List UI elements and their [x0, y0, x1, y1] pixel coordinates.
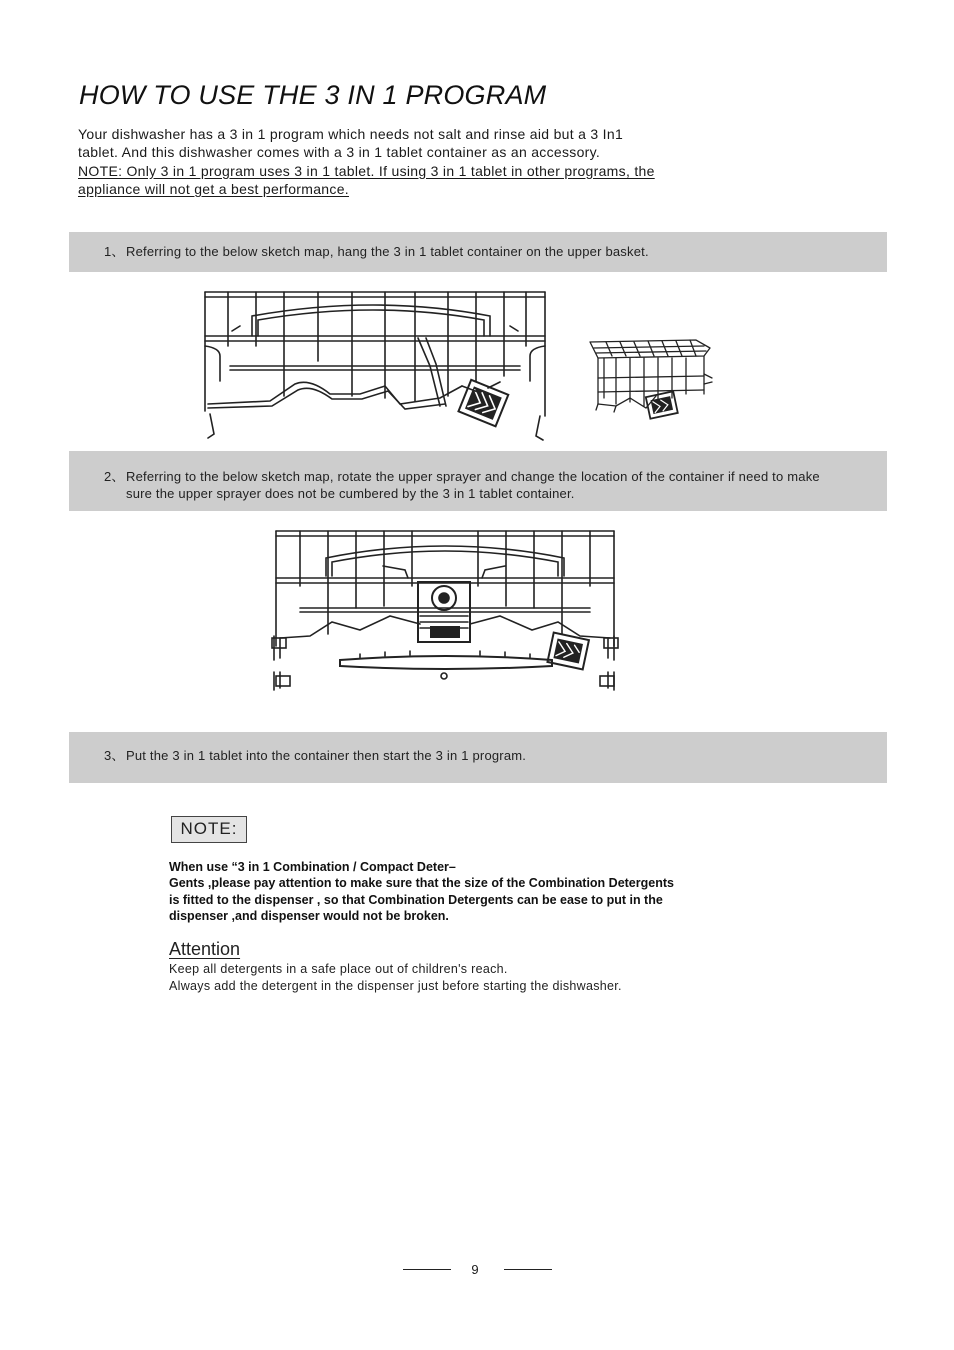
upper-basket-sketch-perspective	[586, 334, 716, 426]
intro-paragraph	[78, 125, 718, 198]
intro-line-1: Your dishwasher has a 3 in 1 program which needs not salt and rinse aid but a 3 In1	[78, 126, 624, 142]
attention-body	[169, 961, 622, 995]
step-1-band	[69, 232, 887, 272]
attention-line-2: Always add the detergent in the dispenser just before starting the dishwasher.	[169, 979, 622, 993]
step-3-text	[104, 748, 857, 765]
page-number-rule-left	[403, 1269, 451, 1270]
page-number-rule-right	[504, 1269, 552, 1270]
note-line-3: is fitted to the dispenser , so that Combination Detergents can be ease to put in the	[169, 892, 663, 907]
step-1-text	[104, 244, 857, 261]
step-3-number: 3、	[104, 748, 125, 763]
step-2-band	[69, 451, 887, 511]
intro-note-line-2: appliance will not get a best performance.	[78, 180, 349, 197]
step-1-label: Referring to the below sketch map, hang the 3 in 1 tablet container on the upper basket.	[126, 244, 649, 259]
step-2-label-line-2: sure the upper sprayer does not be cumbered by the 3 in 1 tablet container.	[126, 485, 575, 501]
step-3-label: Put the 3 in 1 tablet into the container then start the 3 in 1 program.	[126, 748, 527, 763]
note-line-1: When use “3 in 1 Combination / Compact Deter–	[169, 860, 456, 874]
note-line-4: dispenser ,and dispenser would not be broken.	[169, 908, 449, 923]
note-line-2: Gents ,please pay attention to make sure that the size of the Combination Detergents	[169, 876, 674, 891]
attention-heading: Attention	[169, 939, 241, 959]
page-number: 9	[471, 1262, 479, 1277]
upper-basket-sketch-front	[200, 286, 552, 446]
intro-line-2: tablet. And this dishwasher comes with a 3 in 1 tablet container as an accessory.	[78, 144, 601, 161]
step-2-number: 2、	[104, 469, 125, 484]
upper-basket-sprayer-sketch	[270, 526, 620, 694]
note-label-box: NOTE:	[171, 816, 247, 843]
step-2-text	[104, 469, 857, 502]
step-1-number: 1、	[104, 244, 125, 259]
attention-line-1: Keep all detergents in a safe place out of children's reach.	[169, 962, 508, 976]
intro-note-line-1: NOTE: Only 3 in 1 program uses 3 in 1 tablet. If using 3 in 1 tablet in other programs, the	[78, 162, 655, 179]
page-title: HOW TO USE THE 3 IN 1 PROGRAM	[79, 80, 547, 110]
note-body	[169, 859, 674, 924]
step-3-band	[69, 732, 887, 783]
step-2-label-line-1: Referring to the below sketch map, rotate the upper sprayer and change the location of the container if need to make	[126, 469, 820, 484]
